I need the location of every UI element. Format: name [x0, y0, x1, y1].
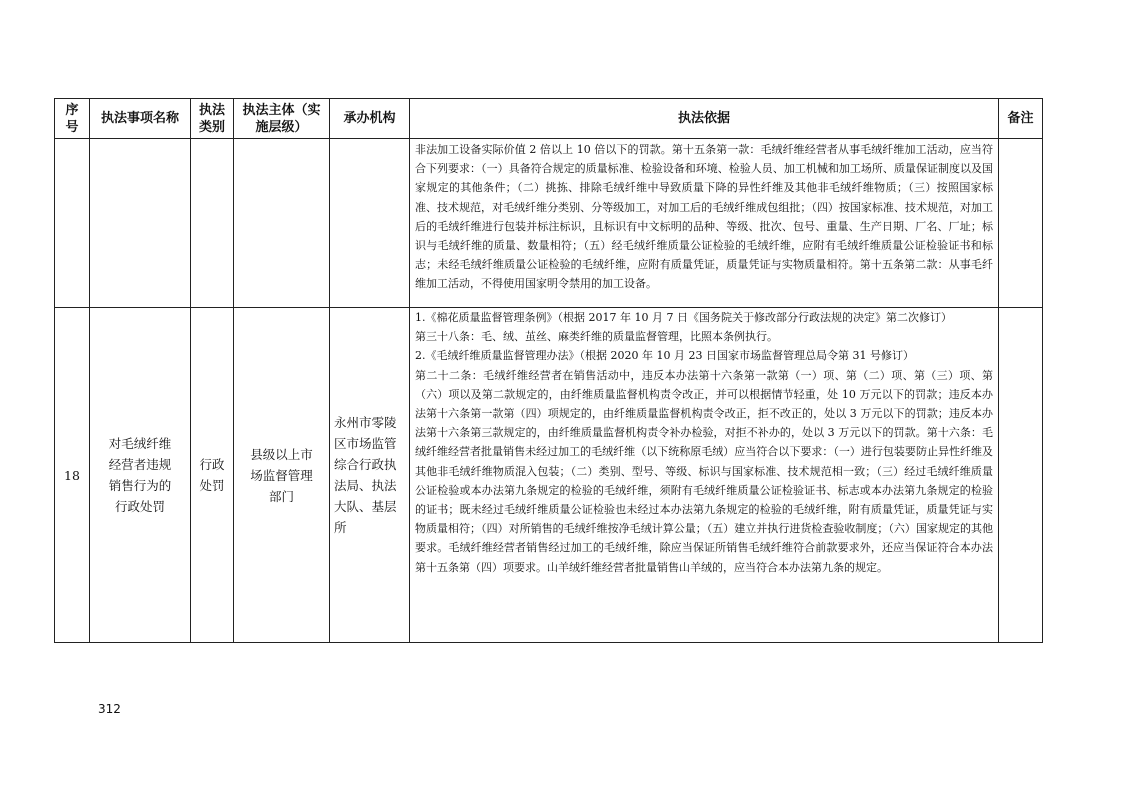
header-name: 执法事项名称	[90, 99, 191, 139]
enforcement-table	[54, 98, 1043, 643]
basis-paragraph: 非法加工设备实际价值 2 倍以上 10 倍以下的罚款。第十五条第一款：毛绒纤维经营者从事毛绒纤维加工活动，应当符合下列要求：（一）具备符合规定的质量标准、检验设备和环境、检验人员、加工机械和加工场所、质量保证制度以及国家规定的其他条件；（二）挑拣、排除毛绒纤维中导致质量下降的异性纤维及其他非毛绒纤维物质；（三）按照国家标准、技术规范，对毛绒纤维分类别、分等级加工，对加工后的毛绒纤维成包组批；（四）按国家标准、技术规范，对加工后的毛绒纤维进行包装并标注标识，且标识有中文标明的品种、等级、批次、包号、重量、生产日期、厂名、厂址；标识与毛绒纤维的质量、数量相符；（五）经毛绒纤维质量公证检验的毛绒纤维，应附有毛绒纤维质量公证检验证书和标志；未经毛绒纤维质量公证检验的毛绒纤维，应附有质量凭证，质量凭证与实物质量相符。第十五条第二款：从事毛纤维加工活动，不得使用国家明令禁用的加工设备。	[415, 143, 993, 291]
row-category: 行政处罚	[191, 308, 234, 643]
basis-paragraph: 1.《棉花质量监督管理条例》（根据 2017 年 10 月 7 日《国务院关于修改部分行政法规的决定》第二次修订）	[415, 311, 952, 324]
header-category: 执法类别	[191, 99, 234, 139]
row-name	[90, 139, 191, 308]
row-subject: 县级以上市场监督管理部门	[234, 308, 330, 643]
row-basis	[410, 139, 999, 308]
page-number: 312	[98, 702, 121, 716]
row-agency	[330, 139, 410, 308]
row-name: 对毛绒纤维经营者违规销售行为的行政处罚	[90, 308, 191, 643]
row-subject	[234, 139, 330, 308]
header-basis: 执法依据	[410, 99, 999, 139]
table-row	[55, 308, 1043, 643]
row-remark	[999, 308, 1043, 643]
row-seq	[55, 139, 90, 308]
basis-paragraph: 第二十二条：毛绒纤维经营者在销售活动中，违反本办法第十六条第一款第（一）项、第（二）项、第（三）项、第（六）项以及第二款规定的，由纤维质量监督机构责令改正，并可以根据情节轻重，处 10 万元以下的罚款；违反本办法第十六条第一款第（四）项规定的，由纤维质量监督机构责令改正，拒不改正的，处以 3 万元以下的罚款；违反本办法第十六条第三款规定的，由纤维质量监督机构责令补办检验，对拒不补办的，处以 3 万元以下的罚款。第十六条：毛绒纤维经营者批量销售未经过加工的毛绒纤维（以下统称原毛绒）应当符合以下要求：（一）进行包装要防止异性纤维及其他非毛绒纤维物质混入包装；（二）类别、型号、等级、标识与国家标准、技术规范相一致；（三）经过毛绒纤维质量公证检验或本办法第九条规定的检验的毛绒纤维，须附有毛绒纤维质量公证检验证书、标志或本办法第九条规定的检验的证书；既未经过毛绒纤维质量公证检验也未经过本办法第九条规定的检验的毛绒纤维，附有质量凭证，质量凭证与实物质量相符；（四）对所销售的毛绒纤维按净毛绒计算公量；（五）建立并执行进货检查验收制度；（六）国家规定的其他要求。毛绒纤维经营者销售经过加工的毛绒纤维，除应当保证所销售毛绒纤维符合前款要求外，还应当保证符合本办法第十五条第（四）项要求。山羊绒纤维经营者批量销售山羊绒的，应当符合本办法第九条的规定。	[415, 368, 993, 574]
basis-paragraph: 2.《毛绒纤维质量监督管理办法》（根据 2020 年 10 月 23 日国家市场监督管理总局令第 31 号修订）	[415, 349, 914, 363]
basis-paragraph: 第三十八条：毛、绒、茧丝、麻类纤维的质量监督管理，比照本条例执行。	[415, 330, 778, 344]
table-row	[55, 139, 1043, 308]
header-seq: 序号	[55, 99, 90, 139]
header-agency: 承办机构	[330, 99, 410, 139]
header-row	[55, 99, 1043, 139]
row-agency: 永州市零陵区市场监管综合行政执法局、执法大队、基层所	[330, 308, 410, 643]
row-basis	[410, 308, 999, 643]
header-subject: 执法主体（实施层级）	[234, 99, 330, 139]
row-category	[191, 139, 234, 308]
row-remark	[999, 139, 1043, 308]
header-remark: 备注	[999, 99, 1043, 139]
row-seq: 18	[55, 308, 90, 643]
